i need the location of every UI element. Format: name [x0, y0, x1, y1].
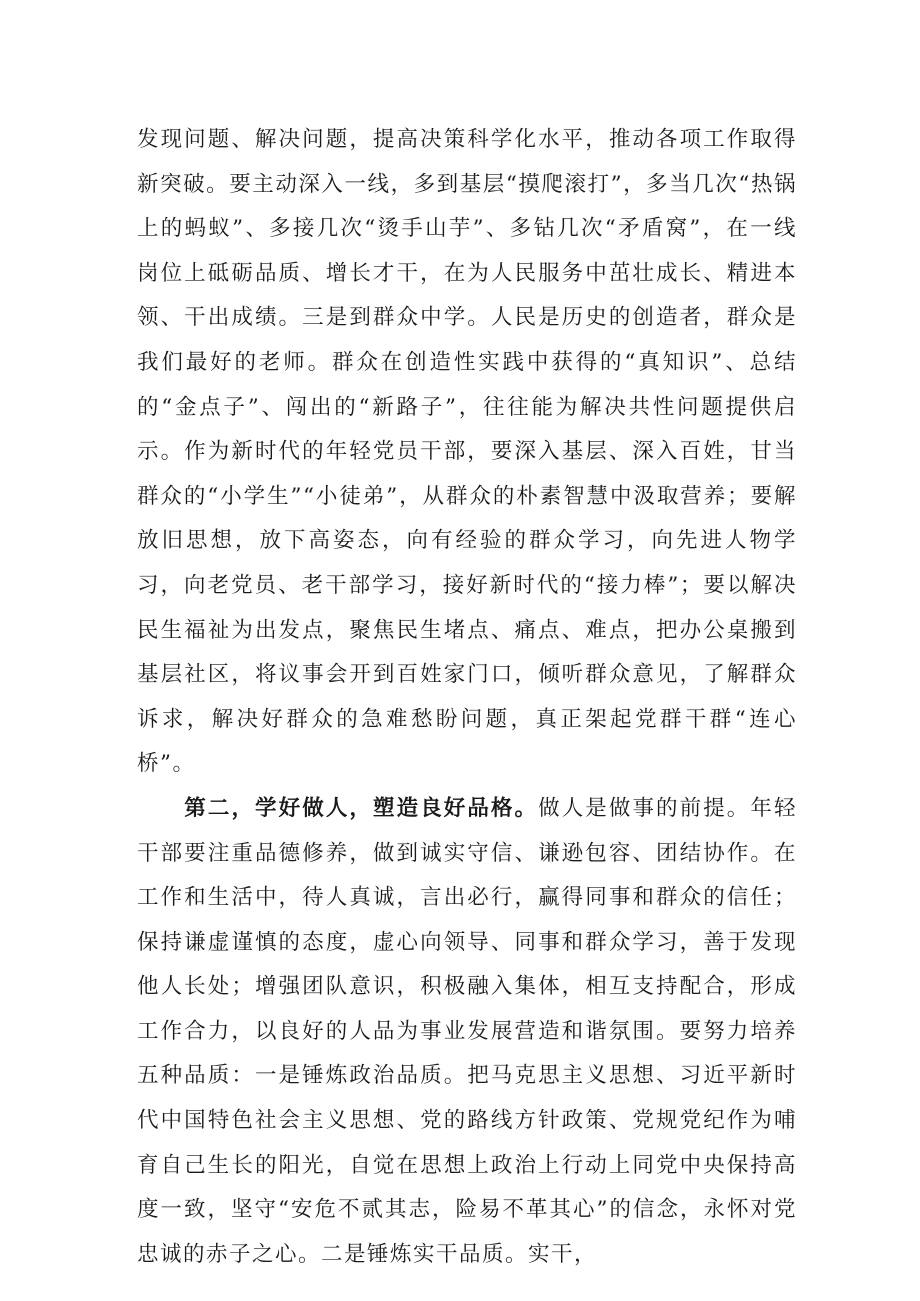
paragraph-body-text: 做人是做事的前提。年轻干部要注重品德修养，做到诚实守信、谦逊包容、团结协作。在工作和生活中，待人真诚，言出必行，赢得同事和群众的信任；保持谦虚谨慎的态度，虚心向领导、同事和群众学习，善于发现他人长处；增强团队意识，积极融入集体，相互支持配合，形成工作合力，以良好的人品为事业发展营造和谐氛围。要努力培养五种品质：一是锤炼政治品质。把马克思主义思想、习近平新时代中国特色社会主义思想、党的路线方针政策、党规党纪作为哺育自己生长的阳光，自觉在思想上政治上行动上同党中央保持高度一致，坚守“安危不贰其志，险易不革其心”的信念，永怀对党忠诚的赤子之心。二是锤炼实干品质。实干，	[137, 795, 797, 1267]
paragraph-continued: 发现问题、解决问题，提高决策科学化水平，推动各项工作取得新突破。要主动深入一线，多到基层“摸爬滚打”，多当几次“热锅上的蚂蚁”、多接几次“烫手山芋”、多钻几次“矛盾窝”，在一线岗位上砥砺品质、增长才干，在为人民服务中茁壮成长、精进本领、干出成绩。三是到群众中学。人民是历史的创造者，群众是我们最好的老师。群众在创造性实践中获得的“真知识”、总结的“金点子”、闯出的“新路子”，往往能为解决共性问题提供启示。作为新时代的年轻党员干部，要深入基层、深入百姓，甘当群众的“小学生”“小徒弟”，从群众的朴素智慧中汲取营养；要解放旧思想，放下高姿态，向有经验的群众学习，向先进人物学习，向老党员、老干部学习，接好新时代的“接力棒”；要以解决民生福祉为出发点，聚焦民生堵点、痛点、难点，把办公桌搬到基层社区，将议事会开到百姓家门口，倾听群众意见，了解群众诉求，解决好群众的急难愁盼问题，真正架起党群干群“连心桥”。	[137, 127, 797, 777]
document-body	[137, 118, 797, 1277]
paragraph-second-point	[137, 787, 797, 1278]
paragraph-lead-heading: 第二，学好做人，塑造良好品格。	[184, 795, 539, 821]
